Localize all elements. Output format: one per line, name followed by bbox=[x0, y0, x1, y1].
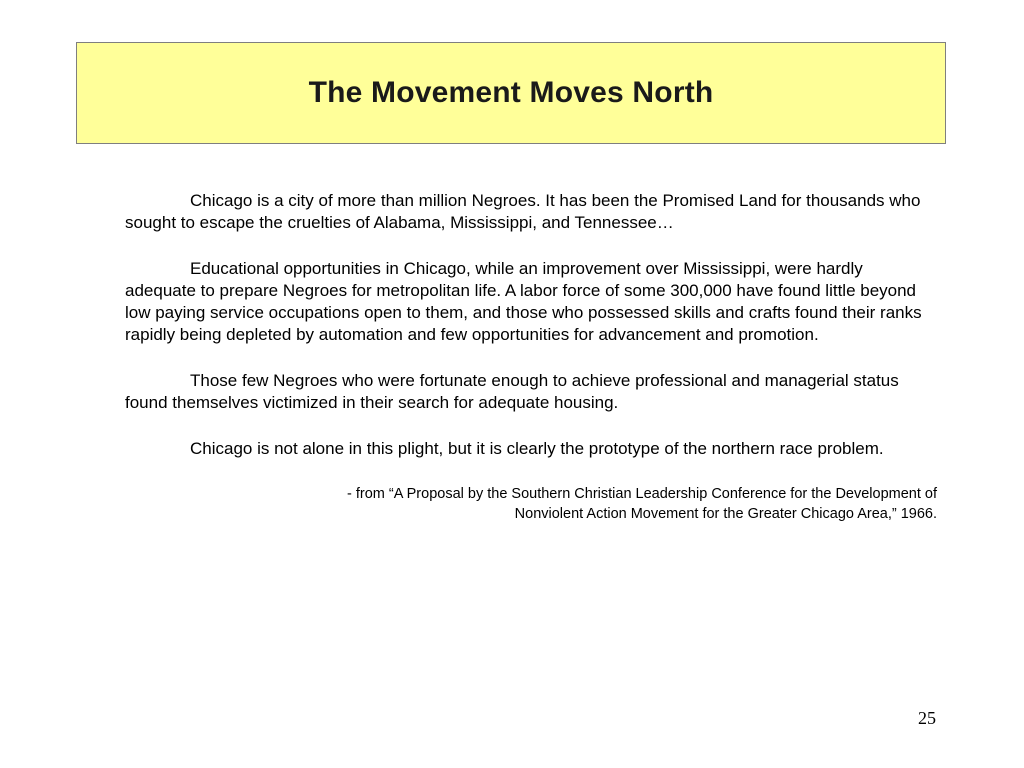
citation-line-1: - from “A Proposal by the Southern Christian Leadership Conference for the Development of bbox=[347, 486, 937, 502]
slide-body bbox=[125, 190, 937, 524]
page-number: 25 bbox=[918, 708, 936, 728]
paragraph-2: Educational opportunities in Chicago, while an improvement over Mississippi, were hardly adequate to prepare Negroes for metropolitan life. A labor force of some 300,000 have found little beyond low paying service occupations open to them, and those who possessed skills and crafts found their ranks rapidly being depleted by automation and few opportunities for advancement and promotion. bbox=[125, 259, 922, 344]
citation-line-2: Nonviolent Action Movement for the Greater Chicago Area,” 1966. bbox=[514, 506, 937, 522]
paragraph-3: Those few Negroes who were fortunate enough to achieve professional and managerial status found themselves victimized in their search for adequate housing. bbox=[125, 371, 899, 412]
title-box bbox=[76, 42, 946, 144]
paragraph-1: Chicago is a city of more than million Negroes. It has been the Promised Land for thousands who sought to escape the cruelties of Alabama, Mississippi, and Tennessee… bbox=[125, 191, 921, 232]
paragraph-4: Chicago is not alone in this plight, but it is clearly the prototype of the northern race problem. bbox=[190, 439, 884, 458]
slide-title: The Movement Moves North bbox=[308, 76, 714, 109]
citation bbox=[125, 484, 937, 524]
